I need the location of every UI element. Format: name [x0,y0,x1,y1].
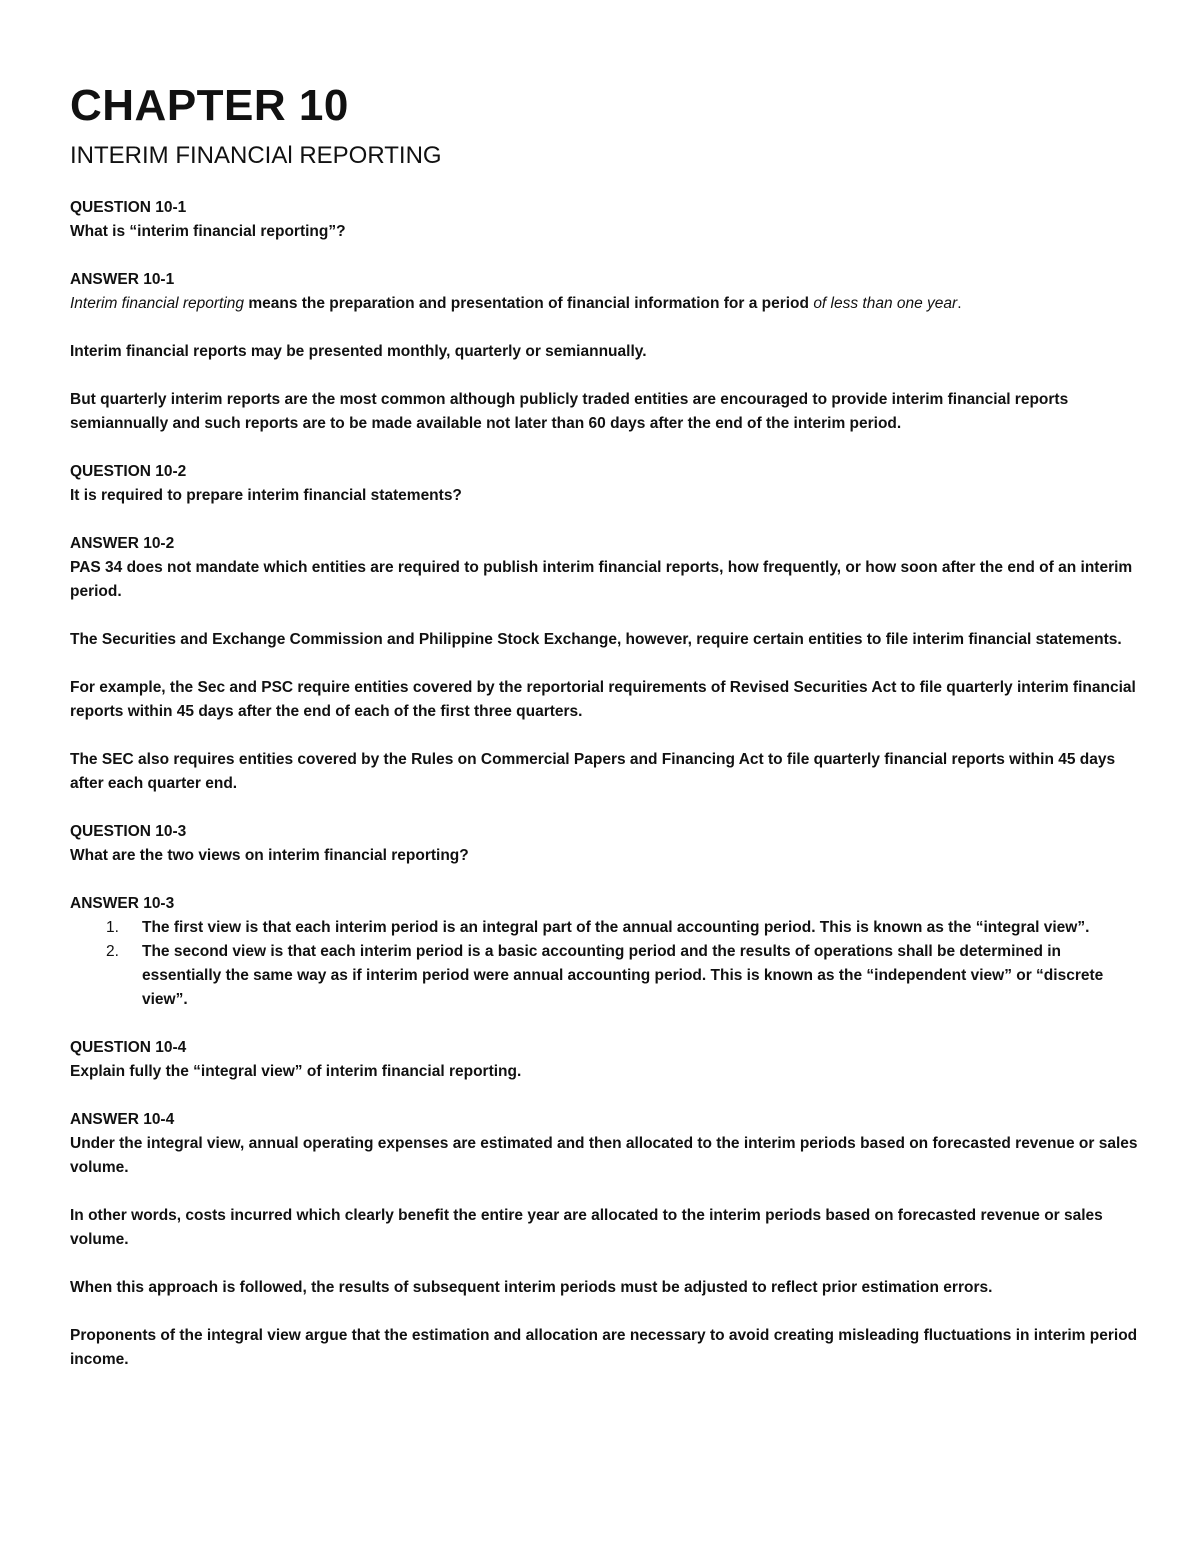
answer-paragraph: PAS 34 does not mandate which entities are required to publish interim financial reports, how frequently, or how soon after the end of an interim period. [70,559,1133,600]
answer-paragraph: When this approach is followed, the results of subsequent interim periods must be adjusted to reflect prior estimation errors. [70,1279,993,1296]
answer-paragraph: But quarterly interim reports are the most common although publicly traded entities are encouraged to provide interim financial reports semiannually and such reports are to be made available not later than 60 days after the end of the interim period. [70,391,1069,432]
question-label: QUESTION 10-1 [70,199,187,216]
answer-paragraph: The Securities and Exchange Commission and Philippine Stock Exchange, however, require certain entities to file interim financial statements. [70,631,1122,648]
answer-paragraph: Proponents of the integral view argue that the estimation and allocation are necessary to avoid creating misleading fluctuations in interim period income. [70,1327,1138,1368]
question-text: What are the two views on interim financial reporting? [70,847,469,864]
answer-10-2 [70,532,1140,796]
question-10-4 [70,1036,1140,1084]
document-page [70,78,1140,1396]
answer-text: . [957,295,962,312]
list-number: 2. [106,943,119,960]
list-item [106,916,1140,940]
answer-10-4 [70,1108,1140,1372]
question-text: What is “interim financial reporting”? [70,223,346,240]
question-label: QUESTION 10-3 [70,823,187,840]
question-label: QUESTION 10-2 [70,463,187,480]
chapter-title: CHAPTER 10 [70,81,349,130]
answer-label: ANSWER 10-2 [70,535,175,552]
answer-label: ANSWER 10-4 [70,1111,175,1128]
question-10-1 [70,196,1140,244]
italic-term: of less than one year [813,295,958,312]
answer-paragraph: For example, the Sec and PSC require entities covered by the reportorial requirements of Revised Securities Act to file quarterly interim financial reports within 45 days after the end of each of the first three quarters. [70,679,1136,720]
chapter-subtitle: INTERIM FINANCIAl REPORTING [70,142,442,169]
answer-paragraph: In other words, costs incurred which clearly benefit the entire year are allocated to the interim periods based on forecasted revenue or sales volume. [70,1207,1103,1248]
answer-text: means the preparation and presentation of financial information for a period [244,295,814,312]
answer-paragraph: Under the integral view, annual operating expenses are estimated and then allocated to the interim periods based on forecasted revenue or sales volume. [70,1135,1138,1176]
answer-10-3 [70,892,1140,1012]
numbered-list [70,916,1140,1012]
answer-paragraph: The SEC also requires entities covered by the Rules on Commercial Papers and Financing Act to file quarterly financial reports within 45 days after each quarter end. [70,751,1116,792]
question-label: QUESTION 10-4 [70,1039,187,1056]
question-10-3 [70,820,1140,868]
answer-paragraph: Interim financial reports may be presented monthly, quarterly or semiannually. [70,343,647,360]
list-item-text: The second view is that each interim period is a basic accounting period and the results of operations shall be determined in essentially the same way as if interim period were annual accounting period. This is known as the “independent view” or “discrete view”. [142,943,1104,1008]
question-text: Explain fully the “integral view” of interim financial reporting. [70,1063,522,1080]
answer-label: ANSWER 10-1 [70,271,175,288]
answer-paragraph [70,292,1140,316]
list-item [106,940,1140,1012]
list-item-text: The first view is that each interim period is an integral part of the annual accounting period. This is known as the “integral view”. [142,919,1090,936]
question-10-2 [70,460,1140,508]
question-text: It is required to prepare interim financial statements? [70,487,462,504]
answer-10-1 [70,268,1140,436]
answer-label: ANSWER 10-3 [70,895,175,912]
italic-term: Interim financial reporting [70,295,245,312]
list-number: 1. [106,919,119,936]
